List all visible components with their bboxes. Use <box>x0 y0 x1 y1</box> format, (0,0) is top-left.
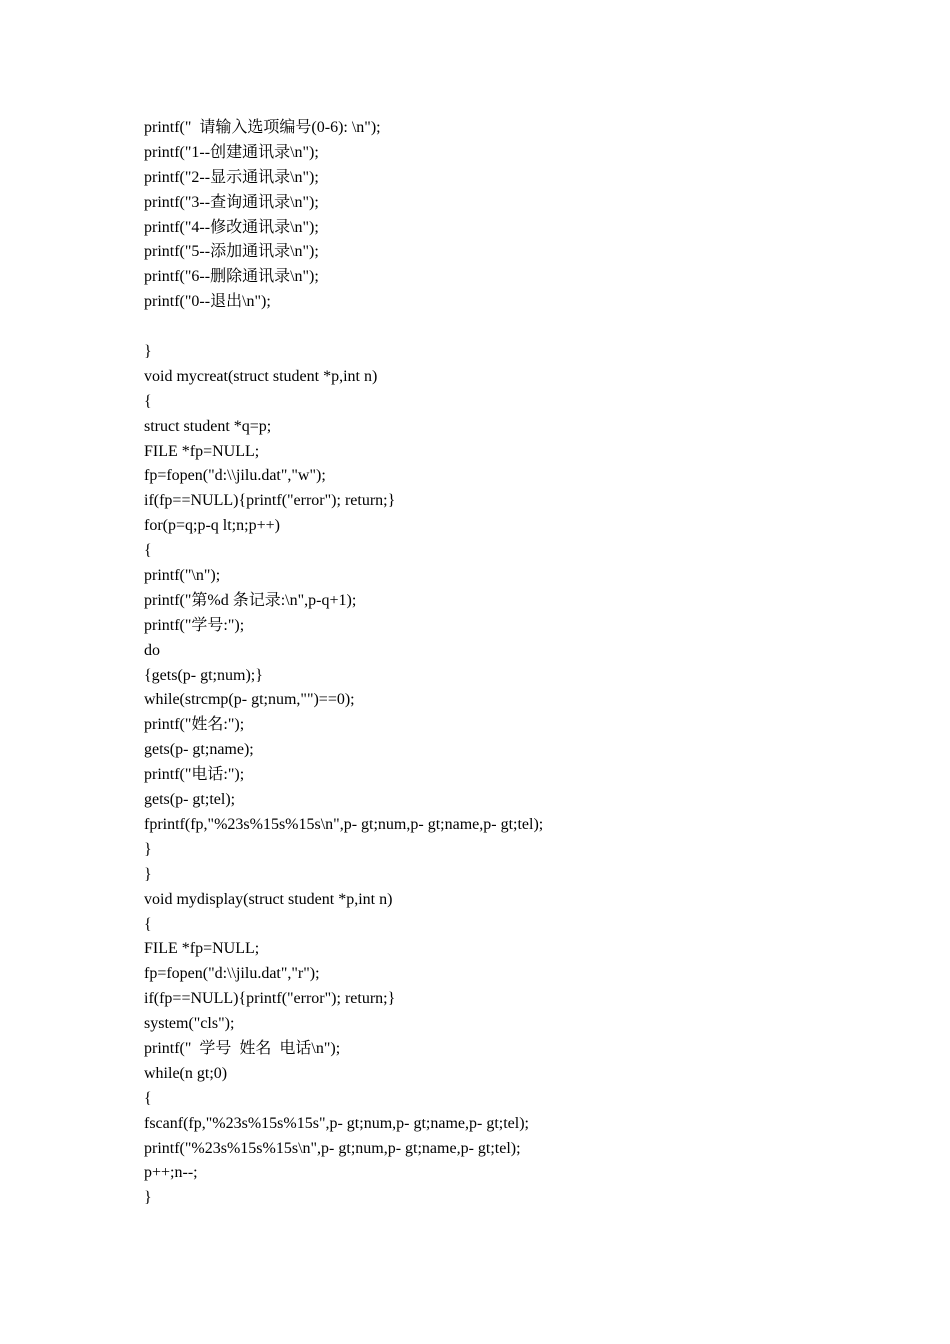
code-line: printf("5--添加通讯录\n"); <box>144 243 319 261</box>
code-line: do <box>144 641 160 659</box>
code-line: { <box>144 542 152 560</box>
code-line: printf(" 学号 姓名 电话\n"); <box>144 1039 341 1057</box>
code-line: printf("0--退出\n"); <box>144 293 271 311</box>
code-line: FILE *fp=NULL; <box>144 940 260 958</box>
code-line: fp=fopen("d:\\jilu.dat","r"); <box>144 965 320 983</box>
code-line: system("cls"); <box>144 1015 235 1033</box>
code-line: fscanf(fp,"%23s%15s%15s",p- gt;num,p- gt;name,p- gt;tel); <box>144 1114 529 1132</box>
code-line: } <box>144 840 152 858</box>
code-line: printf("4--修改通讯录\n"); <box>144 218 319 236</box>
code-line: printf("1--创建通讯录\n"); <box>144 143 319 161</box>
code-line: printf(" 请输入选项编号(0-6): \n"); <box>144 119 381 136</box>
code-line: void mycreat(struct student *p,int n) <box>144 367 378 385</box>
code-line: while(n gt;0) <box>144 1064 228 1082</box>
code-line: printf("6--删除通讯录\n"); <box>144 268 319 286</box>
code-listing <box>144 116 904 1211</box>
code-line: gets(p- gt;tel); <box>144 791 236 809</box>
code-line: struct student *q=p; <box>144 417 272 435</box>
code-line: void mydisplay(struct student *p,int n) <box>144 890 393 908</box>
code-line: } <box>144 343 152 361</box>
code-line: fp=fopen("d:\\jilu.dat","w"); <box>144 467 326 485</box>
code-line: printf("第%d 条记录:\n",p-q+1); <box>144 591 357 609</box>
code-line: FILE *fp=NULL; <box>144 442 260 460</box>
code-line: { <box>144 915 152 933</box>
code-line: { <box>144 1089 152 1107</box>
code-line: printf("\n"); <box>144 567 221 585</box>
code-line: printf("姓名:"); <box>144 716 245 734</box>
code-line: p++;n--; <box>144 1164 198 1182</box>
code-line: printf("电话:"); <box>144 766 245 784</box>
code-line: } <box>144 865 152 883</box>
code-line: {gets(p- gt;num);} <box>144 666 263 684</box>
code-line: printf("2--显示通讯录\n"); <box>144 168 319 186</box>
code-line: gets(p- gt;name); <box>144 741 254 759</box>
code-line: { <box>144 392 152 410</box>
code-line: fprintf(fp,"%23s%15s%15s\n",p- gt;num,p- gt;name,p- gt;tel); <box>144 815 544 833</box>
code-line: if(fp==NULL){printf("error"); return;} <box>144 492 396 510</box>
code-line: printf("%23s%15s%15s\n",p- gt;num,p- gt;name,p- gt;tel); <box>144 1139 521 1157</box>
code-line: } <box>144 1189 152 1207</box>
code-line: for(p=q;p-q lt;n;p++) <box>144 517 280 535</box>
code-line: printf("3--查询通讯录\n"); <box>144 193 319 211</box>
code-line: printf("学号:"); <box>144 616 245 634</box>
code-line <box>144 315 904 340</box>
code-line: if(fp==NULL){printf("error"); return;} <box>144 990 396 1008</box>
code-line: while(strcmp(p- gt;num,"")==0); <box>144 691 355 709</box>
